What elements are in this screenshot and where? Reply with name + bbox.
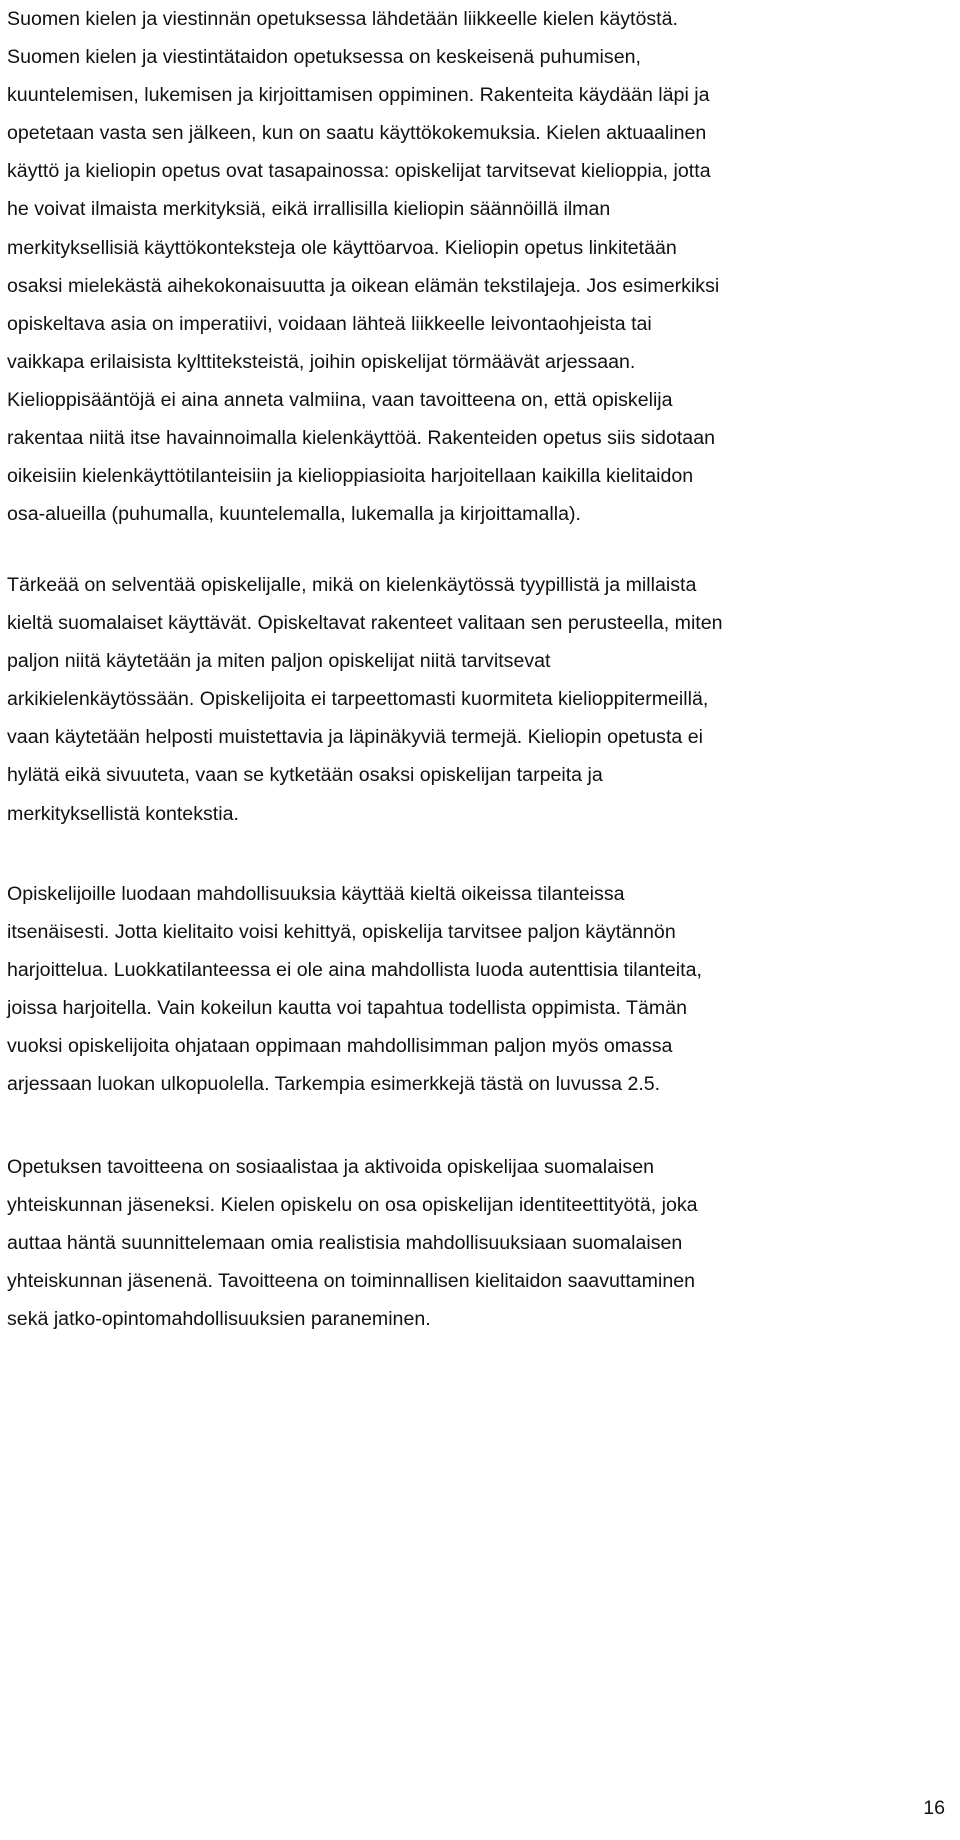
text-line: joissa harjoitella. Vain kokeilun kautta voi tapahtua todellista oppimista. Tämän xyxy=(7,997,688,1020)
text-line: opiskeltava asia on imperatiivi, voidaan lähteä liikkeelle leivontaohjeista tai xyxy=(7,312,652,335)
text-line: Opiskelijoille luodaan mahdollisuuksia käyttää kieltä oikeissa tilanteissa xyxy=(7,883,625,905)
text-line: yhteiskunnan jäseneksi. Kielen opiskelu on osa opiskelijan identiteettityötä, joka xyxy=(7,1194,698,1217)
text-line: itsenäisesti. Jotta kielitaito voisi kehittyä, opiskelija tarvitsee paljon käytännön xyxy=(7,921,676,944)
text-line: Suomen kielen ja viestinnän opetuksessa lähdetään liikkeelle kielen käytöstä. xyxy=(7,8,678,30)
text-line: arjessaan luokan ulkopuolella. Tarkempia esimerkkejä tästä on luvussa 2.5. xyxy=(7,1073,661,1096)
text-line: arkikielenkäytössään. Opiskelijoita ei tarpeettomasti kuormiteta kielioppitermeillä, xyxy=(7,688,709,711)
text-line: sekä jatko-opintomahdollisuuksien paraneminen. xyxy=(7,1308,431,1331)
text-line: Tärkeää on selventää opiskelijalle, mikä on kielenkäytössä tyypillistä ja millaista xyxy=(7,574,697,596)
text-line: oikeisiin kielenkäyttötilanteisiin ja kielioppiasioita harjoitellaan kaikilla kielitaidon xyxy=(7,465,694,488)
text-line: osaksi mielekästä aihekokonaisuutta ja oikean elämän tekstilajeja. Jos esimerkiksi xyxy=(7,274,720,297)
text-line: Suomen kielen ja viestintätaidon opetuksessa on keskeisenä puhumisen, xyxy=(7,46,641,69)
text-line: opetetaan vasta sen jälkeen, kun on saatu käyttökokemuksia. Kielen aktuaalinen xyxy=(7,122,707,145)
text-line: auttaa häntä suunnittelemaan omia realistisia mahdollisuuksiaan suomalaisen xyxy=(7,1232,683,1255)
text-line: käyttö ja kieliopin opetus ovat tasapainossa: opiskelijat tarvitsevat kielioppia, jotta xyxy=(7,160,711,183)
text-line: rakentaa niitä itse havainnoimalla kielenkäyttöä. Rakenteiden opetus siis sidotaan xyxy=(7,427,715,450)
text-line: hylätä eikä sivuuteta, vaan se kytketään osaksi opiskelijan tarpeita ja xyxy=(7,764,603,787)
text-line: merkityksellistä kontekstia. xyxy=(7,802,239,825)
text-line: Opetuksen tavoitteena on sosiaalistaa ja aktivoida opiskelijaa suomalaisen xyxy=(7,1156,654,1178)
page-number: 16 xyxy=(923,1797,945,1819)
paragraph-2 xyxy=(7,566,723,833)
text-line: Kielioppisääntöjä ei aina anneta valmiina, vaan tavoitteena on, että opiskelija xyxy=(7,388,673,411)
paragraph-4 xyxy=(7,1148,698,1338)
text-line: vuoksi opiskelijoita ohjataan oppimaan mahdollisimman paljon myös omassa xyxy=(7,1035,673,1058)
text-line: harjoittelua. Luokkatilanteessa ei ole aina mahdollista luoda autenttisia tilanteita, xyxy=(7,959,702,982)
text-line: he voivat ilmaista merkityksiä, eikä irrallisilla kieliopin säännöillä ilman xyxy=(7,198,611,221)
text-line: vaan käytetään helposti muistettavia ja läpinäkyviä termejä. Kieliopin opetusta ei xyxy=(7,726,703,749)
text-line: kieltä suomalaiset käyttävät. Opiskeltavat rakenteet valitaan sen perusteella, miten xyxy=(7,612,723,635)
paragraph-3 xyxy=(7,875,702,1104)
paragraph-1 xyxy=(7,0,719,533)
text-line: merkityksellisiä käyttökonteksteja ole käyttöarvoa. Kieliopin opetus linkitetään xyxy=(7,236,677,259)
text-line: osa-alueilla (puhumalla, kuuntelemalla, lukemalla ja kirjoittamalla). xyxy=(7,503,581,526)
text-line: vaikkapa erilaisista kylttiteksteistä, joihin opiskelijat törmäävät arjessaan. xyxy=(7,350,636,373)
text-line: kuuntelemisen, lukemisen ja kirjoittamisen oppiminen. Rakenteita käydään läpi ja xyxy=(7,84,710,107)
text-line: yhteiskunnan jäsenenä. Tavoitteena on toiminnallisen kielitaidon saavuttaminen xyxy=(7,1270,696,1293)
text-line: paljon niitä käytetään ja miten paljon opiskelijat niitä tarvitsevat xyxy=(7,650,551,673)
